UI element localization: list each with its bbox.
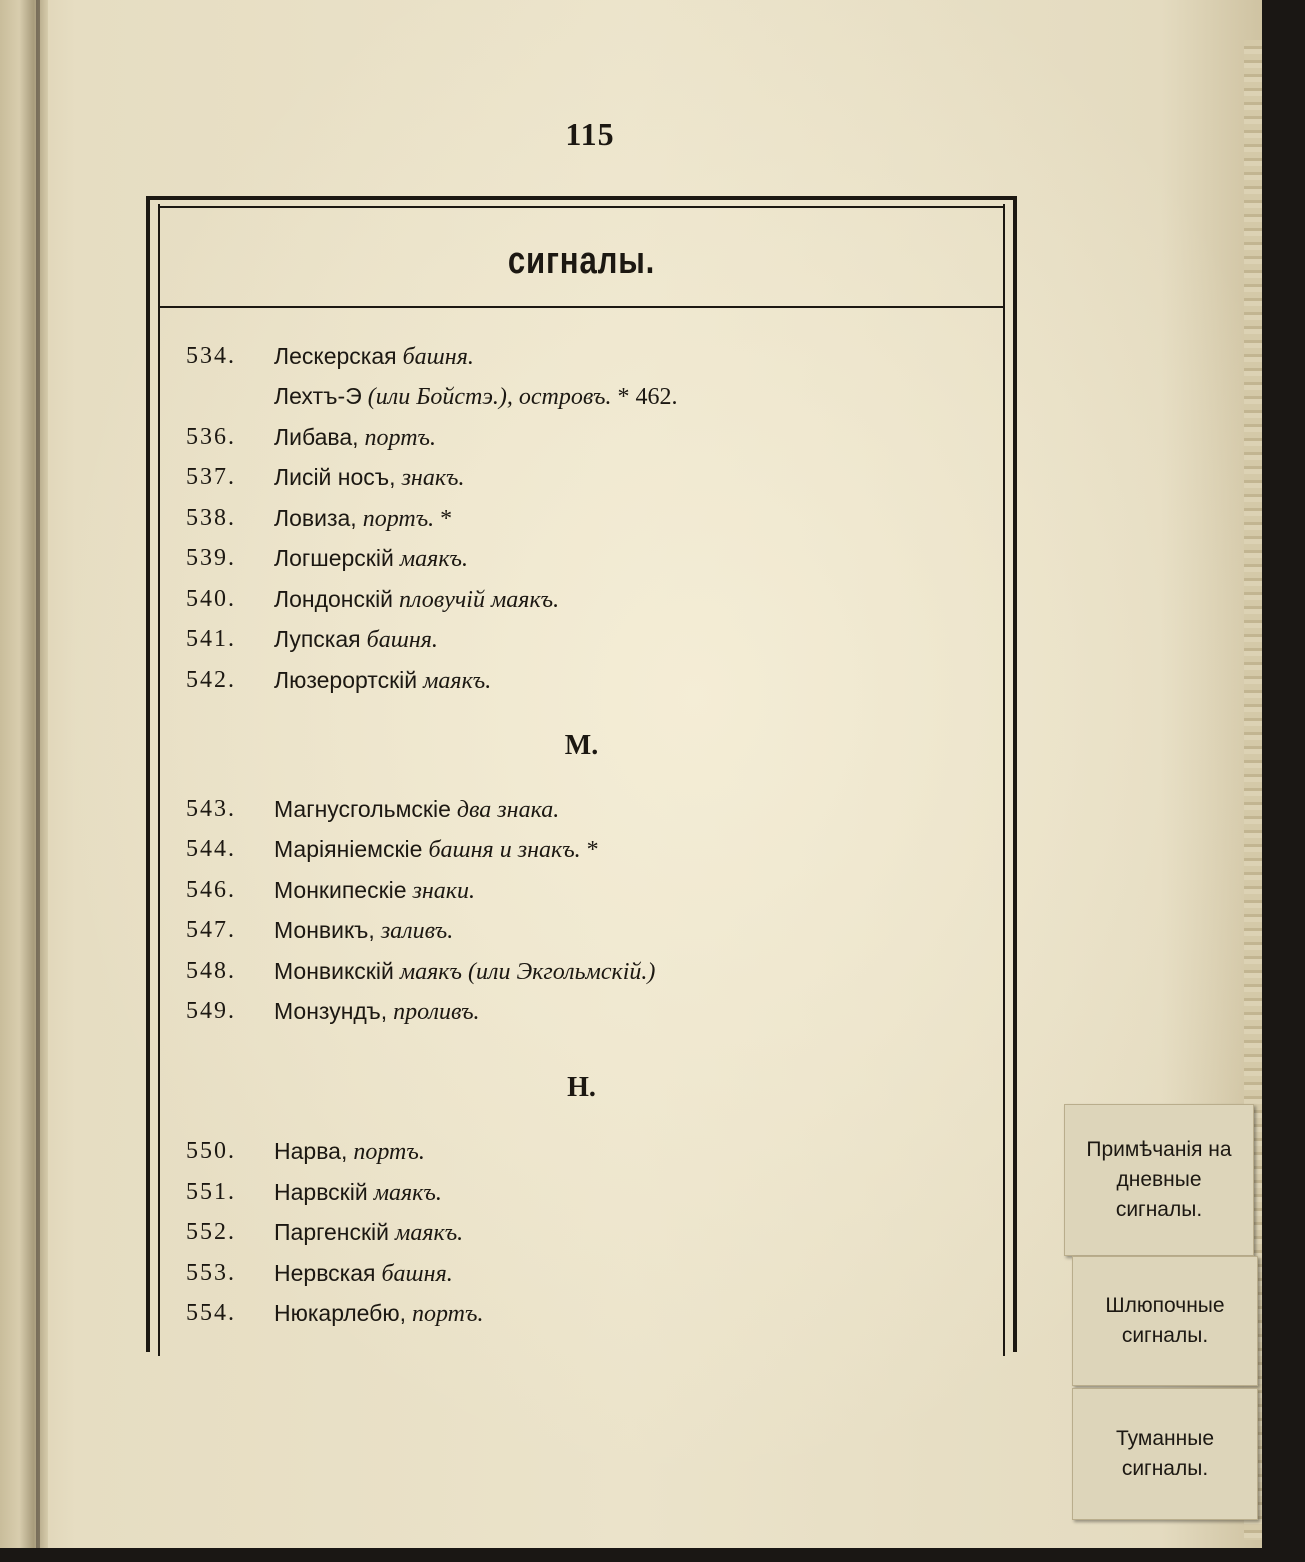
entry-name: Лупская	[274, 626, 361, 652]
entry-name: Лескерская	[274, 343, 397, 369]
entry-number: 553.	[186, 1260, 236, 1286]
entry-kind: портъ.	[353, 1139, 425, 1165]
entry-name: Лондонскій	[274, 586, 394, 612]
entry-kind: портъ.	[362, 506, 435, 532]
entry-name: Нарвскій	[274, 1179, 368, 1205]
tab-label: Шлюпочные сигналы.	[1105, 1294, 1225, 1347]
entry-kind: портъ.	[364, 425, 437, 451]
entry-name: Паргенскій	[274, 1219, 390, 1245]
entry-kind: маякъ.	[395, 1220, 464, 1246]
entry-name: Лехтъ-Э	[274, 383, 362, 409]
entry-number: 537.	[186, 464, 236, 490]
entry-kind: башня.	[381, 1261, 453, 1287]
entry-kind: портъ.	[412, 1301, 484, 1327]
entry-kind: башня и знакъ.	[428, 837, 581, 863]
entry-name: Логшерскій	[274, 545, 394, 571]
entry-number: 546.	[186, 877, 236, 903]
entry-name: Нервская	[274, 1260, 376, 1286]
tab-day-signals-notes[interactable]	[1064, 1104, 1254, 1256]
entry-name: Либава,	[274, 424, 359, 450]
frame-inner-top-rule	[158, 206, 1005, 208]
entry-name: Ловиза,	[274, 505, 357, 531]
entry-name: Монвикъ,	[274, 917, 375, 943]
entry-kind: (или Бойстэ.), островъ.	[367, 384, 612, 410]
book-gutter	[0, 0, 48, 1548]
entry-name: Монзундъ,	[274, 998, 388, 1024]
frame-inner-right-rule	[1003, 204, 1005, 1356]
entry-kind: башня.	[402, 344, 474, 370]
entry-number: 547.	[186, 917, 236, 943]
binding-line	[36, 0, 40, 1548]
entry-name: Монвикскій	[274, 958, 394, 984]
entry-asterisk: *	[440, 506, 453, 532]
signals-frame	[146, 196, 1017, 1352]
entry-number: 539.	[186, 545, 236, 571]
entry-number: 536.	[186, 424, 236, 450]
section-heading-n: Н.	[567, 1072, 596, 1103]
entry-number: 550.	[186, 1138, 236, 1164]
entry-asterisk: *	[586, 837, 599, 863]
entry-kind: пловучій маякъ.	[399, 587, 560, 613]
entry-name: Лисій носъ,	[274, 464, 396, 490]
entry-number: 549.	[186, 998, 236, 1024]
tab-boat-signals[interactable]	[1072, 1256, 1258, 1386]
entry-kind: проливъ.	[393, 999, 480, 1025]
entry-number: 554.	[186, 1300, 236, 1326]
entry-number: 538.	[186, 505, 236, 531]
entry-kind: маякъ (или Экгольмскій.)	[399, 959, 656, 985]
entry-number: 548.	[186, 958, 236, 984]
entry-kind: маякъ.	[423, 668, 492, 694]
entry-kind: знакъ.	[401, 465, 465, 491]
entry-number: 534.	[186, 343, 236, 369]
entry-name: Нюкарлебю,	[274, 1300, 406, 1326]
entry-number: 541.	[186, 626, 236, 652]
entry-name: Монкипескіе	[274, 877, 407, 903]
entry-number: 552.	[186, 1219, 236, 1245]
tab-label: Примѣчанія на дневные сигналы.	[1086, 1138, 1232, 1221]
entry-number: 542.	[186, 667, 236, 693]
page-title: сигналы.	[507, 240, 656, 282]
entry-number: 544.	[186, 836, 236, 862]
entry-kind: два знака.	[456, 797, 560, 823]
entry-kind: знаки.	[412, 878, 476, 904]
entry-number: 543.	[186, 796, 236, 822]
entry-name: Нарва,	[274, 1138, 348, 1164]
header-divider	[158, 306, 1005, 308]
entry-reference: * 462.	[617, 384, 678, 410]
entry-name: Магнусгольмскіе	[274, 796, 451, 822]
entry-number: 551.	[186, 1179, 236, 1205]
page-number: 115	[565, 116, 615, 152]
section-heading-m: М.	[564, 730, 599, 761]
entry-name: Маріяніемскіе	[274, 836, 423, 862]
tab-label: Туманные сигналы.	[1116, 1427, 1214, 1480]
entry-number: 540.	[186, 586, 236, 612]
entry-kind: башня.	[366, 627, 438, 653]
entry-kind: маякъ.	[373, 1180, 442, 1206]
entry-name: Люзерортскій	[274, 667, 418, 693]
entry-kind: заливъ.	[380, 918, 454, 944]
frame-inner-left-rule	[158, 204, 160, 1356]
entry-kind: маякъ.	[399, 546, 468, 572]
tab-fog-signals[interactable]	[1072, 1388, 1258, 1520]
